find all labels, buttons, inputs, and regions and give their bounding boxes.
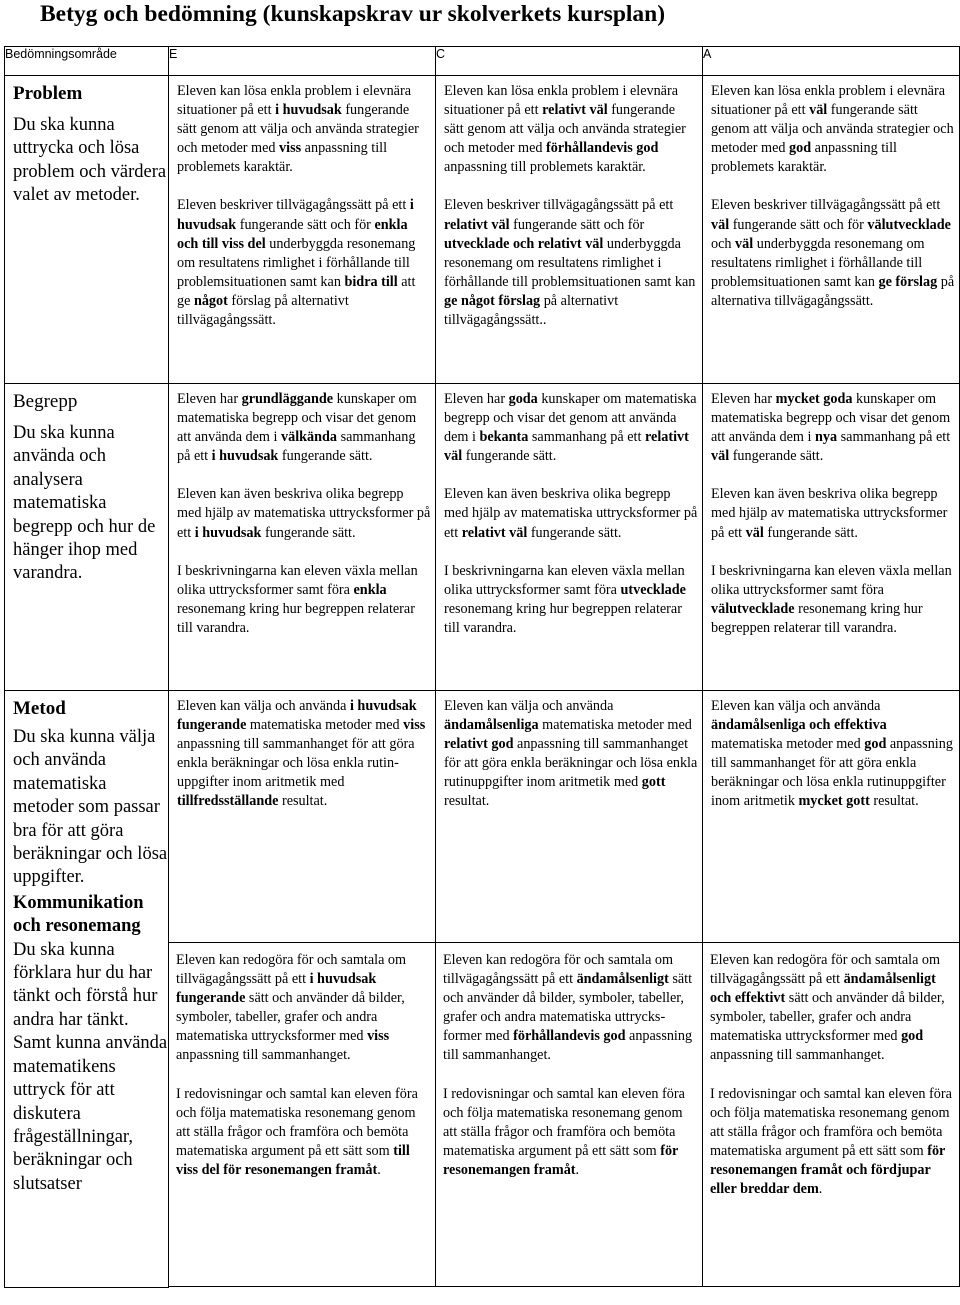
criteria-emphasis: viss: [403, 717, 426, 734]
area-cell-begrepp: [5, 384, 169, 691]
area-desc-begrepp: Du ska kunna använda och analysera matematiska begrepp och hur de hänger ihop med varandra.: [13, 423, 156, 584]
criteria-paragraph: [444, 485, 698, 542]
row-divider: [168, 942, 959, 943]
criteria-begrepp-a: [703, 384, 960, 691]
criteria-emphasis: välutvecklade: [711, 600, 795, 617]
area-title-kommunikation: Kommunikation och resonemang: [13, 892, 144, 937]
criteria-emphasis: i huvudsak: [177, 197, 414, 233]
criteria-text: sammanhang på ett: [837, 429, 951, 446]
header-grade-c: C: [436, 47, 703, 76]
criteria-emphasis: utvecklade och relativt väl: [444, 235, 604, 252]
criteria-paragraph: [177, 485, 431, 542]
area-title-metod: Metod: [13, 698, 66, 719]
kommunikation-criteria-overlay: [168, 945, 958, 1245]
criteria-text: anpassning till problemets karaktär.: [444, 159, 646, 176]
criteria-text: I redovisningar och samtal kan eleven föra och följa matematiska resonemang genom att ställa frågor och framföra och bemöta matematiska argument på ett sätt som: [443, 1085, 685, 1159]
criteria-emphasis: bekanta: [479, 429, 529, 446]
criteria-text: anpassning till sammanhanget.: [710, 1047, 885, 1064]
criteria-text: fungerande sätt och för: [236, 216, 375, 233]
criteria-text: fungerande sätt.: [729, 448, 824, 465]
criteria-text: anpassning till problemets karaktär.: [711, 140, 898, 176]
criteria-paragraph: [711, 390, 955, 466]
criteria-text: Eleven kan redogöra för och samtala om tillvägagångssätt på ett: [443, 952, 674, 988]
area-desc-kommunikation: Du ska kunna förklara hur du har tänkt och förstå hur andra har tänkt.: [13, 939, 158, 1030]
criteria-text: fungerande sätt genom att välja och använda strategier och metoder med: [177, 102, 419, 157]
criteria-emphasis: bidra till: [344, 273, 398, 290]
criteria-text: sätt och använder då bilder, symboler, tabeller, grafer och andra matematiska uttrycks-former med: [443, 971, 693, 1045]
criteria-text: och: [711, 235, 736, 252]
header-grade-e: E: [169, 47, 436, 76]
row-problem: [5, 76, 960, 384]
criteria-emphasis: nya: [815, 429, 838, 446]
criteria-emphasis: enkla och till viss del: [177, 216, 408, 252]
criteria-emphasis: god: [789, 140, 812, 157]
criteria-emphasis: välkända: [281, 429, 338, 446]
criteria-text: kunskaper om matematiska begrepp och visar det genom att använda dem i: [711, 391, 951, 446]
criteria-text: fungerande sätt och för: [729, 216, 868, 233]
criteria-paragraph: [444, 390, 698, 466]
criteria-text: anpassning till sammanhanget för att göra enkla beräkningar och lösa enkla rutinuppgifter inom aritmetik med: [444, 736, 698, 791]
criteria-kommunikation-a: [702, 945, 959, 1199]
criteria-emphasis: relativt väl: [461, 524, 528, 541]
criteria-text: anpassning till problemets karaktär.: [177, 140, 388, 176]
criteria-text: Eleven kan välja och använda: [711, 698, 881, 714]
criteria-text: Eleven har: [711, 391, 776, 407]
criteria-text: matematiska metoder med: [538, 717, 692, 734]
criteria-problem-c: [436, 76, 703, 384]
criteria-paragraph: [710, 1085, 955, 1200]
criteria-begrepp-e: [169, 384, 436, 691]
criteria-emphasis: i huvudsak: [275, 102, 342, 119]
criteria-text: Eleven kan även beskriva olika begrepp med hjälp av matematiska uttrycksformer på ett: [444, 486, 698, 541]
criteria-text: Eleven kan välja och använda: [177, 698, 350, 714]
criteria-emphasis: till viss del för resonemangen framåt: [176, 1142, 410, 1178]
criteria-paragraph: [444, 82, 698, 177]
criteria-text: på alternativt tillvägagångssätt..: [444, 292, 619, 329]
criteria-text: fungerande sätt genom att välja och använda strategier och metoder med: [444, 102, 686, 157]
area-cell-problem: [5, 76, 169, 384]
criteria-text: Eleven beskriver tillvägagångssätt på ett: [444, 197, 674, 214]
criteria-emphasis: utvecklade: [620, 581, 686, 598]
criteria-emphasis: enkla: [353, 581, 387, 598]
criteria-text: anpassning till sammanhanget.: [443, 1028, 693, 1064]
criteria-paragraph: [444, 697, 698, 812]
area-desc-problem: Du ska kunna uttrycka och lösa problem och värdera valet av metoder.: [13, 115, 167, 206]
criteria-paragraph: [710, 951, 955, 1066]
criteria-emphasis: viss: [367, 1028, 390, 1045]
criteria-emphasis: förhållandevis god: [513, 1028, 626, 1045]
criteria-emphasis: gott: [641, 774, 666, 791]
criteria-paragraph: [177, 196, 431, 330]
criteria-emphasis: för resonemangen framåt och fördjupar eller breddar dem: [710, 1142, 946, 1198]
criteria-text: Eleven kan lösa enkla problem i elevnära situationer på ett: [177, 83, 411, 119]
criteria-text: Eleven beskriver tillvägagångssätt på ett: [177, 197, 410, 214]
criteria-emphasis: mycket gott: [798, 793, 870, 810]
criteria-text: Eleven kan välja och använda: [444, 698, 614, 714]
criteria-paragraph: [176, 1085, 431, 1180]
criteria-text: Eleven kan lösa enkla problem i elevnära situationer på ett: [711, 83, 945, 119]
criteria-emphasis: i huvudsak fungerande: [176, 971, 377, 1007]
criteria-text: Eleven kan även beskriva olika begrepp med hjälp av matematiska uttrycksformer på ett: [177, 486, 431, 541]
criteria-emphasis: grundläggande: [241, 391, 334, 407]
criteria-text: fungerande sätt och för: [509, 216, 645, 233]
criteria-emphasis: i huvudsak: [194, 524, 262, 541]
criteria-text: Eleven kan redogöra för och samtala om tillvägagångssätt på ett: [710, 952, 941, 988]
criteria-emphasis: relativt god: [444, 736, 514, 753]
criteria-text: .: [818, 1181, 823, 1198]
criteria-emphasis: tillfredsställande: [177, 793, 279, 810]
criteria-text: resonemang kring hur begreppen relaterar till varandra.: [444, 600, 682, 636]
criteria-emphasis: ge förslag: [878, 273, 938, 290]
criteria-text: I redovisningar och samtal kan eleven föra och följa matematiska resonemang genom att ställa frågor och framföra och bemöta matematiska argument på ett sätt som: [710, 1085, 952, 1159]
criteria-paragraph: [177, 697, 431, 812]
criteria-text: Eleven kan även beskriva olika begrepp med hjälp av matematiska uttrycksformer på ett: [711, 486, 948, 541]
criteria-text: resultat.: [869, 793, 919, 810]
criteria-paragraph: [177, 390, 431, 466]
criteria-text: .: [575, 1161, 580, 1178]
page-title: Betyg och bedömning (kunskapskrav ur skolverkets kursplan): [40, 1, 666, 27]
criteria-text: I redovisningar och samtal kan eleven föra och följa matematiska resonemang genom att ställa frågor och framföra och bemöta matematiska argument på ett sätt som: [176, 1085, 418, 1159]
header-area: Bedömningsområde: [5, 47, 169, 76]
criteria-emphasis: väl: [711, 448, 730, 465]
header-grade-a: A: [703, 47, 960, 76]
criteria-emphasis: ändamålsenligt: [576, 971, 669, 988]
criteria-paragraph: [711, 196, 955, 311]
criteria-text: fungerande sätt.: [527, 524, 622, 541]
criteria-emphasis: god: [864, 736, 887, 753]
criteria-paragraph: [444, 562, 698, 638]
criteria-text: sätt och använder då bilder, symboler, tabeller, grafer och andra matematiska uttrycksformer med: [710, 990, 945, 1045]
area-title-begrepp: Begrepp: [13, 391, 78, 412]
criteria-paragraph: [711, 697, 955, 812]
criteria-text: på alternativa tillvägagångssätt.: [711, 273, 955, 309]
criteria-emphasis: väl: [809, 102, 828, 119]
criteria-text: I beskrivningarna kan eleven växla mellan olika uttrycksformer samt föra: [177, 562, 418, 598]
criteria-emphasis: väl: [735, 235, 754, 252]
criteria-text: sammanhang på ett: [177, 429, 416, 465]
criteria-text: resultat.: [444, 793, 490, 810]
criteria-paragraph: [176, 951, 431, 1066]
criteria-text: underbyggda resonemang om resultatens rimlighet i förhållande till problemsituationen samt kan: [711, 235, 925, 290]
criteria-text: I beskrivningarna kan eleven växla mellan olika uttrycksformer samt föra: [444, 562, 685, 598]
criteria-text: sammanhang på ett: [528, 429, 645, 446]
criteria-emphasis: relativt väl: [542, 102, 608, 119]
criteria-text: resonemang kring hur begreppen relaterar till varandra.: [711, 600, 923, 636]
row-begrepp: [5, 384, 960, 691]
criteria-text: fungerande sätt genom att välja och använda strategier och metoder med: [711, 102, 954, 157]
criteria-paragraph: [443, 1085, 698, 1180]
criteria-emphasis: ändamålsenligt och effektivt: [710, 971, 936, 1007]
criteria-text: fungerande sätt.: [261, 524, 356, 541]
header-row: [5, 47, 960, 76]
criteria-problem-a: [703, 76, 960, 384]
criteria-text: underbyggda resonemang om resultatens rimlighet i förhållande till problemsituationen samt kan: [444, 235, 696, 290]
criteria-paragraph: [444, 196, 698, 330]
criteria-text: anpassning till sammanhanget.: [176, 1047, 351, 1064]
criteria-text: resonemang kring hur begreppen relaterar till varandra.: [177, 600, 415, 636]
criteria-paragraph: [177, 562, 431, 638]
criteria-text: resultat.: [278, 793, 328, 810]
criteria-text: anpassning till sammanhanget för att göra enkla beräkningar och lösa enkla rutinuppgifter inom aritmetik: [711, 736, 953, 810]
criteria-emphasis: förhållandevis god: [546, 140, 659, 157]
criteria-emphasis: relativt väl: [444, 216, 510, 233]
criteria-text: Eleven har: [444, 391, 509, 407]
criteria-emphasis: relativt väl: [444, 429, 689, 465]
criteria-text: matematiska metoder med: [246, 717, 404, 734]
criteria-paragraph: [711, 562, 955, 638]
criteria-text: kunskaper om matematiska begrepp och visar det genom att använda dem i: [177, 391, 417, 446]
criteria-emphasis: välutvecklade: [867, 216, 951, 233]
criteria-text: fungerande sätt.: [278, 448, 373, 465]
criteria-emphasis: väl: [745, 524, 764, 541]
criteria-emphasis: ge något förslag: [444, 292, 541, 309]
criteria-text: fungerande sätt.: [763, 524, 858, 541]
area-desc-metod: Du ska kunna välja och använda matematiska metoder som passar bra för att göra beräkningar och lösa uppgifter.: [13, 727, 168, 888]
criteria-emphasis: något: [193, 292, 228, 309]
criteria-text: Eleven beskriver tillvägagångssätt på ett: [711, 197, 941, 214]
criteria-text: sätt och använder då bilder, symboler, tabeller, grafer och andra matematiska uttrycksformer med: [176, 990, 405, 1045]
criteria-text: .: [377, 1161, 381, 1178]
criteria-emphasis: mycket goda: [775, 391, 853, 407]
area-cell-metod-kommunikation: [5, 691, 169, 1288]
criteria-text: Eleven har: [177, 391, 242, 407]
criteria-kommunikation-e: [168, 945, 435, 1180]
criteria-text: underbyggda resonemang om resultatens rimlighet i förhållande till problemsituationen samt kan: [177, 235, 416, 290]
criteria-emphasis: viss: [279, 140, 302, 157]
area-desc2-kommunikation: Samt kunna använda matematikens uttryck för att diskutera frågeställningar, beräkningar och slutsatser: [13, 1033, 168, 1194]
criteria-emphasis: för resonemangen framåt: [443, 1142, 679, 1178]
criteria-text: kunskaper om matematiska begrepp och visar det genom att använda dem i: [444, 391, 697, 446]
criteria-emphasis: i huvudsak fungerande: [177, 698, 417, 734]
criteria-problem-e: [169, 76, 436, 384]
area-title-problem: Problem: [13, 83, 83, 104]
criteria-text: fungerande sätt.: [462, 448, 557, 465]
criteria-text: förslag på alternativt tillvägagångssätt.: [177, 292, 349, 329]
criteria-emphasis: goda: [508, 391, 538, 407]
criteria-text: I beskrivningarna kan eleven växla mellan olika uttrycksformer samt föra: [711, 562, 952, 598]
criteria-text: matematiska metoder med: [711, 736, 865, 753]
criteria-paragraph: [711, 485, 955, 542]
criteria-paragraph: [443, 951, 698, 1066]
criteria-emphasis: ändamålsenliga och effektiva: [711, 717, 887, 734]
criteria-begrepp-c: [436, 384, 703, 691]
criteria-text: anpassning till sammanhanget för att göra enkla beräkningar och lösa enkla rutin-uppgifter inom aritmetik med: [177, 736, 415, 791]
criteria-paragraph: [711, 82, 955, 177]
criteria-text: Eleven kan redogöra för och samtala om tillvägagångssätt på ett: [176, 952, 407, 988]
criteria-paragraph: [177, 82, 431, 177]
criteria-emphasis: i huvudsak: [211, 448, 279, 465]
criteria-emphasis: ändamålsenliga: [444, 717, 539, 734]
criteria-text: att ge: [177, 273, 416, 309]
criteria-text: Eleven kan lösa enkla problem i elevnära situationer på ett: [444, 83, 678, 119]
criteria-emphasis: god: [901, 1028, 924, 1045]
criteria-emphasis: väl: [711, 216, 730, 233]
criteria-kommunikation-c: [435, 945, 702, 1180]
